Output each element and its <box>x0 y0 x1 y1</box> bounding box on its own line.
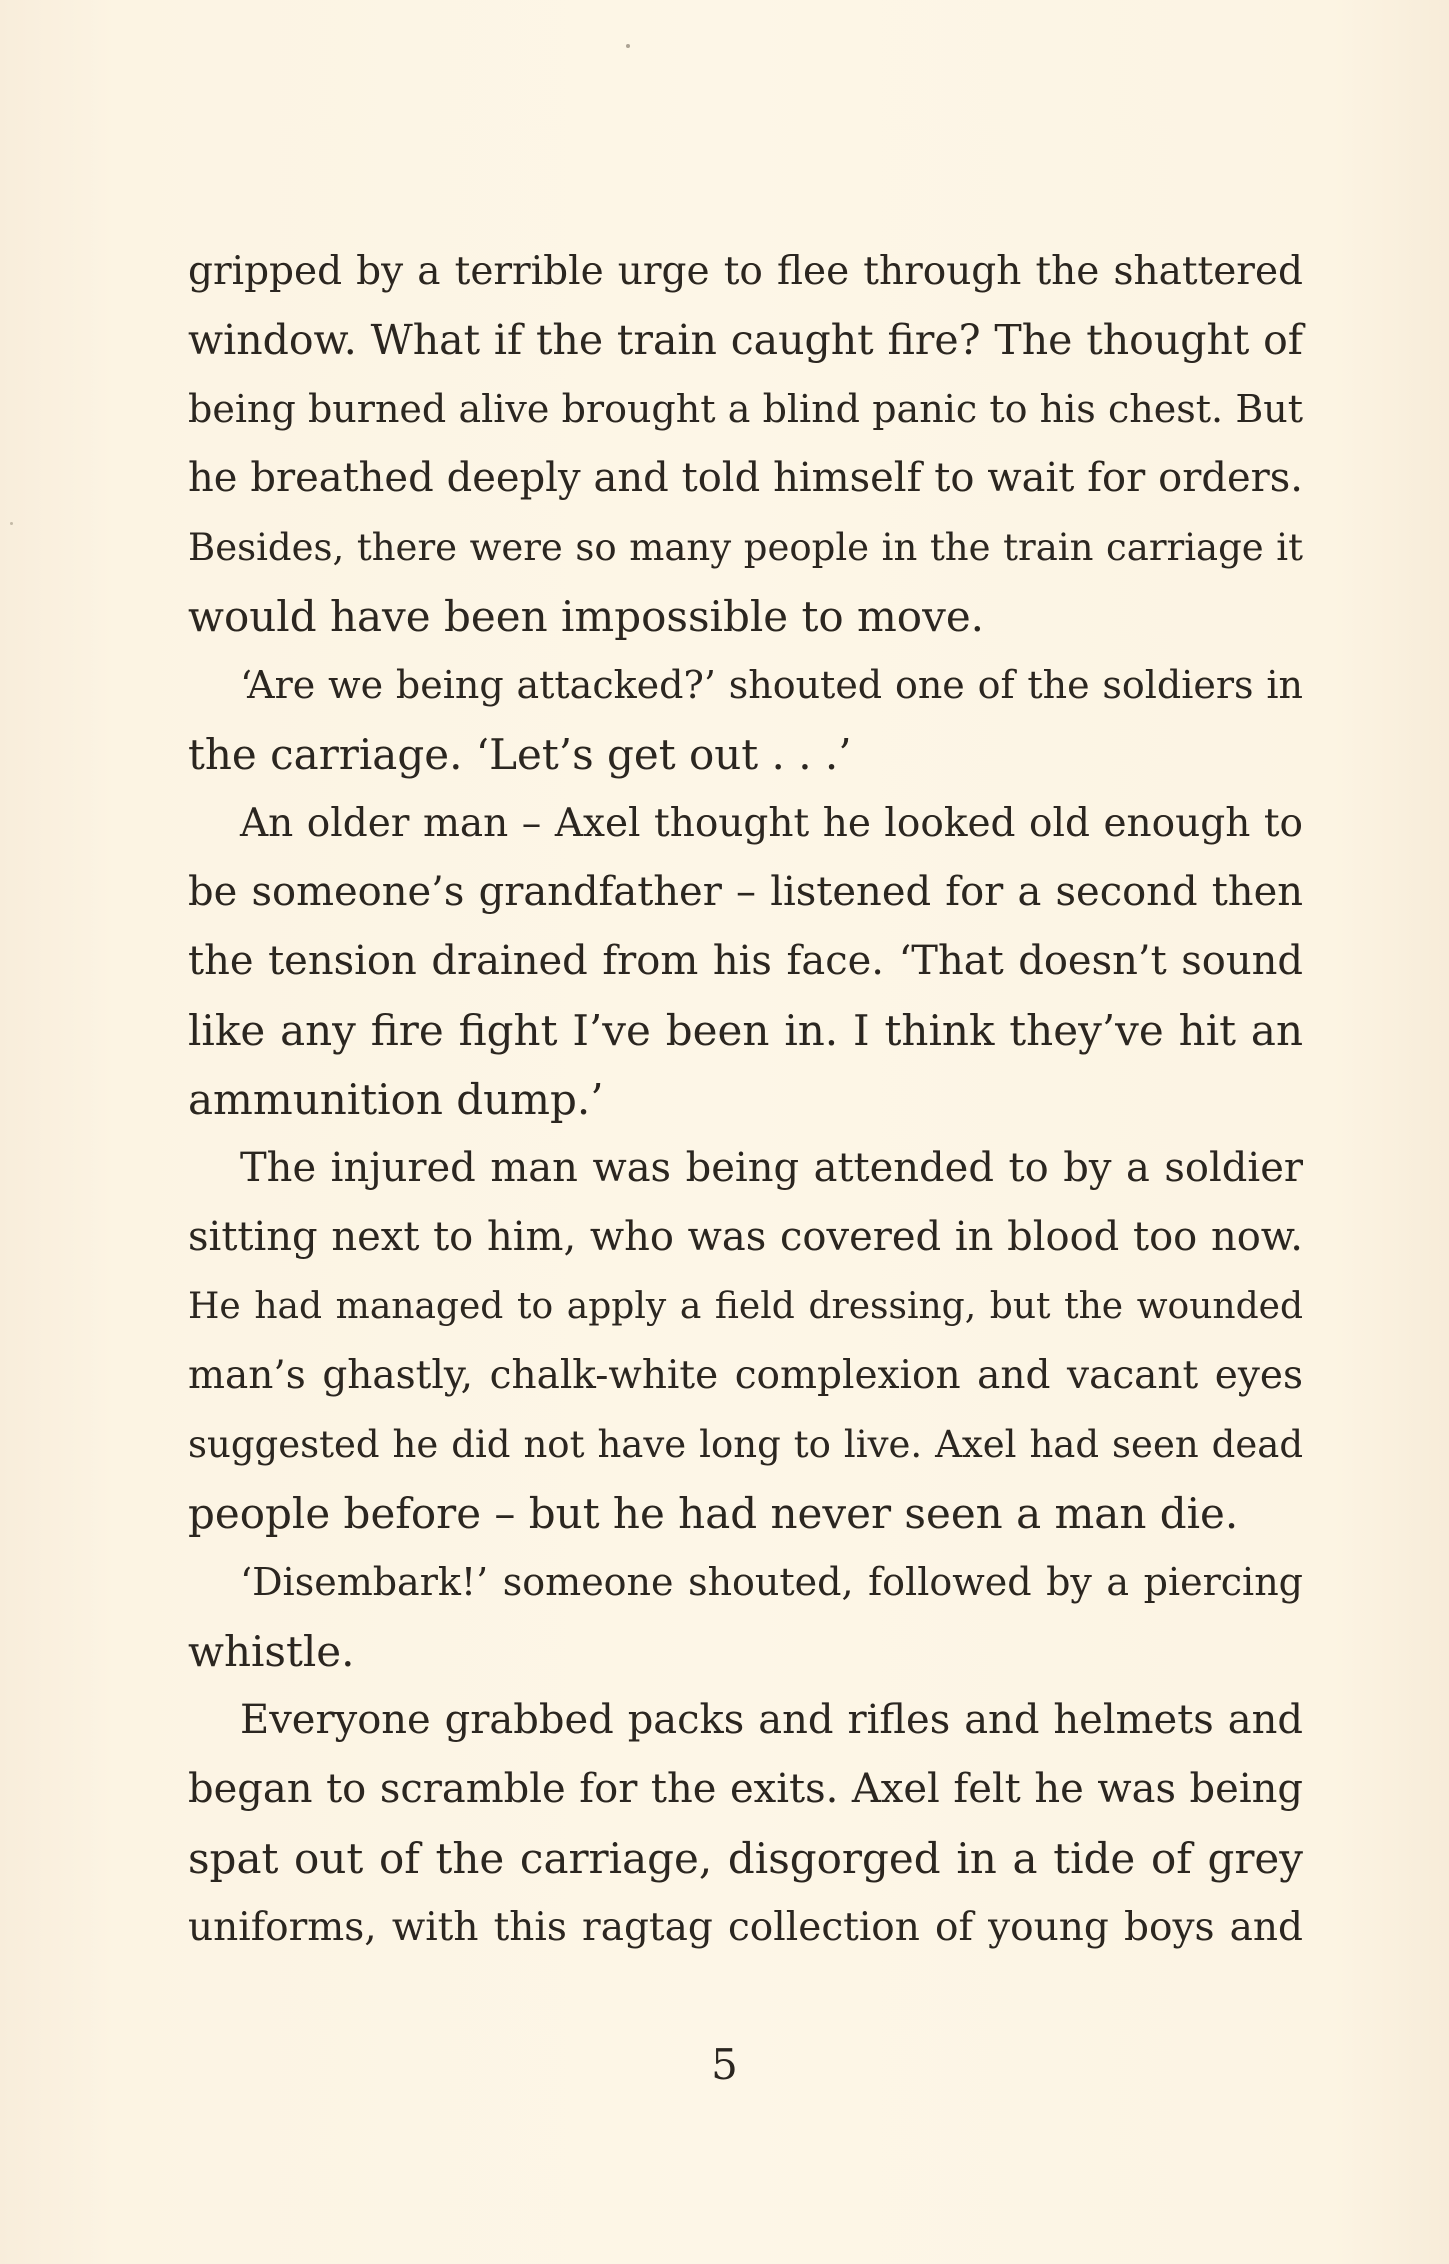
text-line: would have been impossible to move. <box>188 592 985 641</box>
text-line: Besides, there were so many people in the train carriage it <box>188 526 1303 569</box>
text-line: The injured man was being attended to by a soldier <box>240 1145 1303 1191</box>
text-line: being burned alive brought a blind panic to his chest. But <box>188 387 1303 431</box>
text-line: people before – but he had never seen a man die. <box>188 1489 1239 1538</box>
page-number: 5 <box>711 2040 738 2089</box>
ink-speck <box>626 44 630 48</box>
text-line: whistle. <box>188 1627 355 1676</box>
text-line: man’s ghastly, chalk-white complexion and vacant eyes <box>188 1353 1303 1398</box>
text-line: the tension drained from his face. ‘That doesn’t sound <box>188 938 1303 984</box>
text-line: sitting next to him, who was covered in blood too now. <box>188 1214 1303 1260</box>
text-line: window. What if the train caught fire? The thought of <box>188 316 1303 364</box>
text-line: Everyone grabbed packs and rifles and helmets and <box>240 1697 1303 1743</box>
text-line: ammunition dump.’ <box>188 1075 604 1124</box>
text-line: suggested he did not have long to live. Axel had seen dead <box>188 1423 1303 1466</box>
text-line: He had managed to apply a field dressing, but the wounded <box>188 1286 1303 1327</box>
text-line: began to scramble for the exits. Axel felt he was being <box>188 1766 1303 1812</box>
text-line: An older man – Axel thought he looked old enough to <box>240 801 1303 846</box>
body-text <box>188 237 1303 1962</box>
text-line: uniforms, with this ragtag collection of young boys and <box>188 1905 1303 1950</box>
text-line: he breathed deeply and told himself to wait for orders. <box>188 455 1303 501</box>
text-line: spat out of the carriage, disgorged in a tide of grey <box>188 1834 1303 1883</box>
ink-speck <box>10 522 13 525</box>
text-line: gripped by a terrible urge to flee through the shattered <box>188 249 1303 294</box>
text-line: the carriage. ‘Let’s get out . . .’ <box>188 730 852 779</box>
text-line: be someone’s grandfather – listened for a second then <box>188 869 1303 915</box>
text-line: ‘Disembark!’ someone shouted, followed by a piercing <box>240 1560 1303 1604</box>
text-line: ‘Are we being attacked?’ shouted one of the soldiers in <box>240 663 1303 707</box>
text-line: like any fire fight I’ve been in. I think they’ve hit an <box>188 1006 1303 1055</box>
